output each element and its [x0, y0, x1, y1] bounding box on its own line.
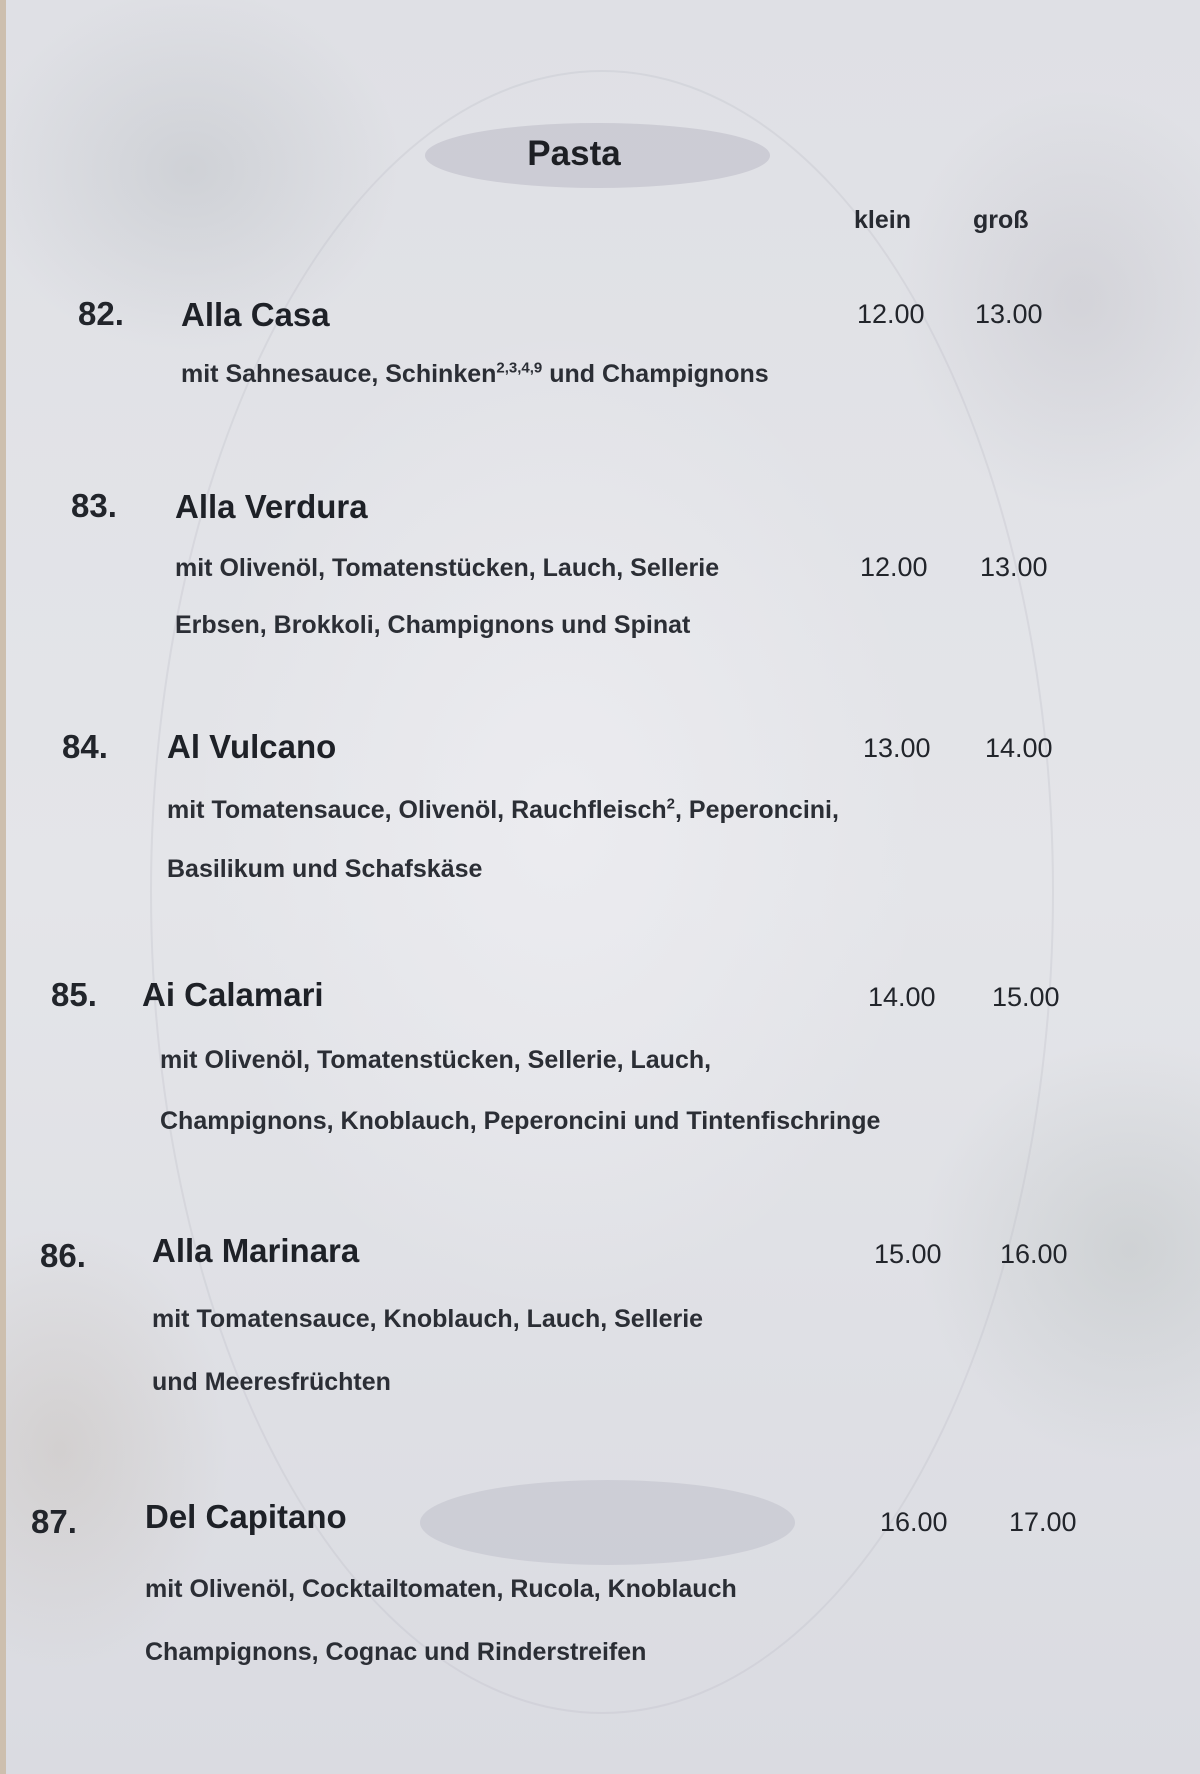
item-number: 86.	[40, 1237, 86, 1274]
column-header-large: groß	[973, 206, 1029, 234]
item-name: Del Capitano	[145, 1498, 347, 1535]
item-description: mit Tomatensauce, Olivenöl, Rauchfleisch$^2$, Peperoncini,	[167, 795, 839, 824]
item-description: mit Olivenöl, Cocktailtomaten, Rucola, Knoblauch	[145, 1575, 737, 1603]
page-title: Pasta	[527, 134, 621, 173]
item-description: mit Sahnesauce, Schinken$^{2,3,4,9}$ und Champignons	[181, 359, 769, 388]
price-small: 15.00	[874, 1239, 942, 1269]
item-description: mit Tomatensauce, Knoblauch, Lauch, Sellerie	[152, 1305, 704, 1333]
item-description: und Meeresfrüchten	[152, 1368, 391, 1396]
price-small: 13.00	[863, 733, 931, 763]
item-name: Alla Marinara	[152, 1232, 360, 1269]
item-description: mit Olivenöl, Tomatenstücken, Sellerie, Lauch,	[160, 1046, 712, 1074]
column-header-small: klein	[854, 206, 911, 234]
item-description: mit Olivenöl, Tomatenstücken, Lauch, Sellerie	[175, 554, 720, 582]
item-name: Alla Casa	[181, 296, 330, 333]
item-description: Champignons, Cognac und Rinderstreifen	[145, 1638, 647, 1666]
item-name: Alla Verdura	[175, 488, 368, 525]
price-large: 16.00	[1000, 1239, 1068, 1269]
item-name: Al Vulcano	[167, 728, 337, 765]
item-description: Champignons, Knoblauch, Peperoncini und Tintenfischringe	[160, 1107, 881, 1135]
item-description: Erbsen, Brokkoli, Champignons und Spinat	[175, 611, 691, 639]
item-number: 83.	[71, 487, 117, 524]
price-small: 14.00	[868, 982, 936, 1012]
allergen-codes: 2	[666, 795, 676, 813]
item-number: 82.	[78, 295, 124, 332]
price-large: 14.00	[985, 733, 1053, 763]
item-description: Basilikum und Schafskäse	[167, 855, 483, 883]
page-edge	[0, 0, 6, 1774]
item-number: 87.	[31, 1503, 77, 1540]
item-number: 84.	[62, 728, 108, 765]
price-small: 12.00	[857, 299, 925, 329]
item-name: Ai Calamari	[142, 976, 324, 1013]
item-number: 85.	[51, 976, 97, 1013]
price-small: 16.00	[880, 1507, 948, 1537]
price-small: 12.00	[860, 552, 928, 582]
price-large: 13.00	[975, 299, 1043, 329]
price-large: 15.00	[992, 982, 1060, 1012]
price-large: 13.00	[980, 552, 1048, 582]
price-large: 17.00	[1009, 1507, 1077, 1537]
allergen-codes: 2,3,4,9	[496, 359, 543, 377]
